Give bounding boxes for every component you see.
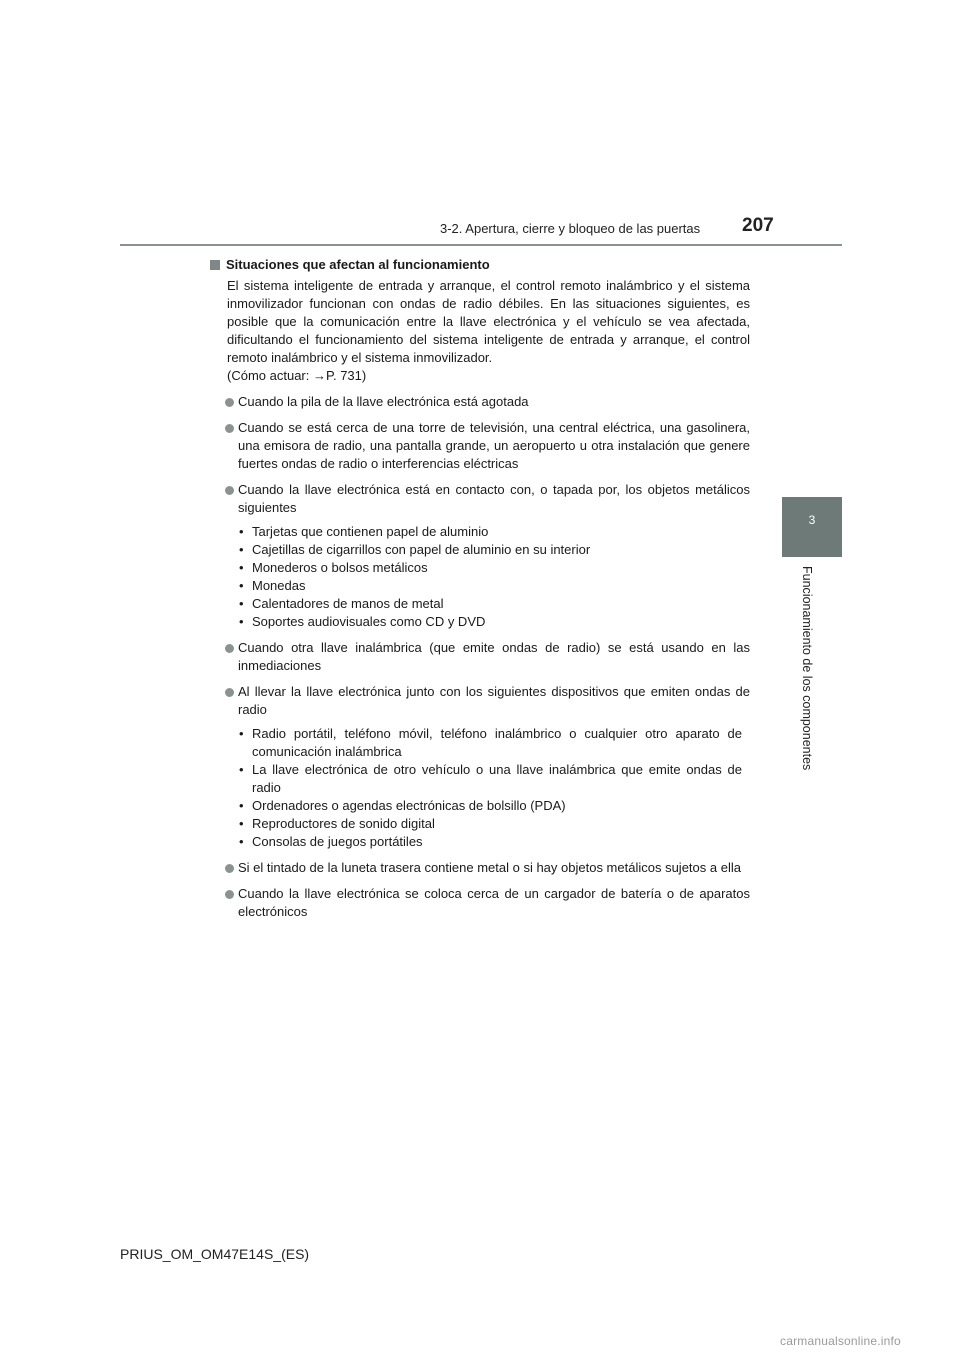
header-section-title: 3-2. Apertura, cierre y bloqueo de las puertas <box>440 221 701 236</box>
bullet-item <box>210 639 750 675</box>
sub-list-item <box>238 797 750 815</box>
round-bullet-icon <box>225 398 234 407</box>
round-bullet-icon <box>225 486 234 495</box>
sub-list-item <box>238 613 750 631</box>
small-bullet-icon: • <box>239 524 244 539</box>
sub-list <box>210 725 750 851</box>
bullet-item <box>210 393 750 411</box>
bullet-text: Cuando la llave electrónica se coloca cerca de un cargador de batería o de aparatos electrónicos <box>238 886 750 919</box>
page-content <box>210 256 750 921</box>
sub-list-item <box>238 523 750 541</box>
bullet-text: Al llevar la llave electrónica junto con los siguientes dispositivos que emiten ondas de radio <box>238 684 750 717</box>
round-bullet-icon <box>225 644 234 653</box>
sub-list-item <box>238 815 750 833</box>
bullet-text: Cuando la llave electrónica está en contacto con, o tapada por, los objetos metálicos siguientes <box>238 482 750 515</box>
sub-list-text: La llave electrónica de otro vehículo o una llave inalámbrica que emite ondas de radio <box>252 762 742 795</box>
chapter-tab <box>782 497 842 557</box>
section-heading <box>210 256 750 274</box>
sub-list-item <box>238 595 750 613</box>
round-bullet-icon <box>225 688 234 697</box>
page-number: 207 <box>742 215 774 236</box>
sub-list-text: Tarjetas que contienen papel de aluminio <box>252 524 489 539</box>
watermark: carmanualsonline.info <box>780 1334 901 1348</box>
round-bullet-icon <box>225 890 234 899</box>
sub-list-item <box>238 761 750 797</box>
bullet-item <box>210 859 750 877</box>
sub-list <box>210 523 750 631</box>
sub-list-text: Consolas de juegos portátiles <box>252 834 423 849</box>
sub-list-text: Radio portátil, teléfono móvil, teléfono inalámbrico o cualquier otro aparato de comunicación inalámbrica <box>252 726 742 759</box>
round-bullet-icon <box>225 864 234 873</box>
section-heading-text: Situaciones que afectan al funcionamiento <box>226 257 490 272</box>
square-bullet-icon <box>210 260 220 270</box>
sub-list-item <box>238 559 750 577</box>
small-bullet-icon: • <box>239 614 244 629</box>
bullet-item <box>210 683 750 719</box>
sub-list-item <box>238 541 750 559</box>
intro-paragraph: El sistema inteligente de entrada y arranque, el control remoto inalámbrico y el sistema inmovilizador funcionan con ondas de radio débiles. En las situaciones siguientes, es posible que la comunicación entre la llave electrónica y el vehículo se vea afectada, dificultando el funcionamiento del sistema inteligente de entrada y arranque, el control remoto inalámbrico y el sistema inmovilizador. <box>227 278 750 365</box>
sub-list-text: Monedas <box>252 578 306 593</box>
small-bullet-icon: • <box>239 560 244 575</box>
sub-list-text: Reproductores de sonido digital <box>252 816 435 831</box>
bullet-text: Si el tintado de la luneta trasera contiene metal o si hay objetos metálicos sujetos a ella <box>238 860 741 875</box>
small-bullet-icon: • <box>239 542 244 557</box>
header-rule <box>120 244 842 246</box>
sub-list-text: Calentadores de manos de metal <box>252 596 444 611</box>
bullet-text: Cuando se está cerca de una torre de televisión, una central eléctrica, una gasolinera, una emisora de radio, una pantalla grande, un aeropuerto u otra instalación que genere fuertes ondas de radio o interferencias eléctricas <box>238 420 750 471</box>
bullet-list <box>210 393 750 921</box>
bullet-item <box>210 885 750 921</box>
chapter-side-title: Funcionamiento de los componentes <box>800 566 814 771</box>
sub-list-item <box>238 577 750 595</box>
chapter-tab-number: 3 <box>808 513 816 527</box>
small-bullet-icon: • <box>239 762 244 777</box>
sub-list-item <box>238 833 750 851</box>
small-bullet-icon: • <box>239 816 244 831</box>
bullet-item <box>210 419 750 473</box>
sub-list-text: Monederos o bolsos metálicos <box>252 560 428 575</box>
sub-list-text: Soportes audiovisuales como CD y DVD <box>252 614 486 629</box>
small-bullet-icon: • <box>239 596 244 611</box>
bullet-item <box>210 481 750 517</box>
round-bullet-icon <box>225 424 234 433</box>
sub-list-item <box>238 725 750 761</box>
bullet-text: Cuando la pila de la llave electrónica está agotada <box>238 394 529 409</box>
document-code: PRIUS_OM_OM47E14S_(ES) <box>120 1246 310 1262</box>
small-bullet-icon: • <box>239 578 244 593</box>
small-bullet-icon: • <box>239 834 244 849</box>
small-bullet-icon: • <box>239 726 244 741</box>
bullet-text: Cuando otra llave inalámbrica (que emite ondas de radio) se está usando en las inmediaciones <box>238 640 750 673</box>
sub-list-text: Cajetillas de cigarrillos con papel de aluminio en su interior <box>252 542 591 557</box>
sub-list-text: Ordenadores o agendas electrónicas de bolsillo (PDA) <box>252 798 566 813</box>
intro-reference: (Cómo actuar: →P. 731) <box>227 368 367 383</box>
small-bullet-icon: • <box>239 798 244 813</box>
